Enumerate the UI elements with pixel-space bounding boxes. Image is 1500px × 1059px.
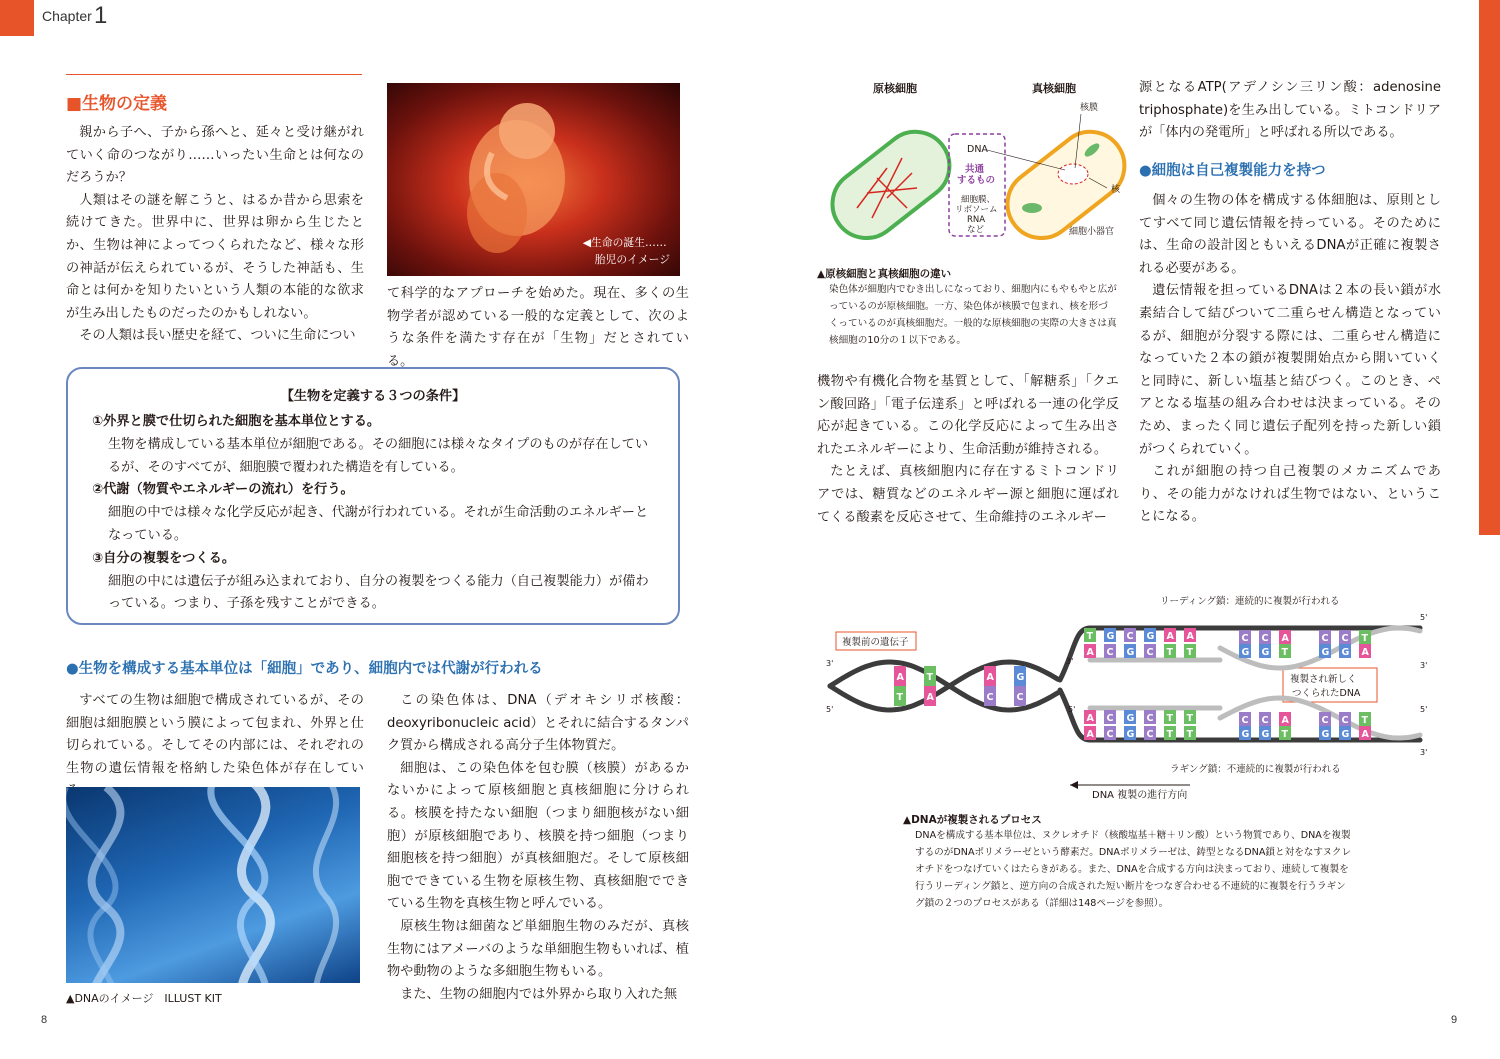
new-base-top-letter: T [1186, 647, 1193, 658]
page-number-left: 8 [41, 1014, 48, 1026]
dna-image [66, 787, 360, 983]
replicated-base-bottom-letter: C [1341, 715, 1349, 726]
cell-text-col2 [387, 690, 689, 1006]
template-base-top-letter: T [1086, 631, 1093, 642]
strand-end-label: 3' [826, 659, 834, 668]
base-pair-left-letter: C [986, 692, 994, 703]
new-base-top-letter: C [1146, 647, 1154, 658]
new-dna-label: 複製され新しく [1290, 674, 1357, 685]
direction-arrowhead [1070, 781, 1078, 789]
lagging-strand-label: ラギング鎖：不連続的に複製が行われる [1170, 764, 1341, 775]
replicated-base-top-letter: T [1361, 633, 1368, 644]
intro-paragraph: その人類は長い歴史を経て、ついに生命につい [79, 328, 356, 344]
template-base-bottom-letter: C [1146, 713, 1154, 724]
replicated-base-top-pair-letter: G [1261, 647, 1270, 658]
prokaryote-cell [819, 118, 963, 252]
base-pair-left-letter: G [1016, 672, 1025, 683]
intro-continued [387, 283, 689, 373]
replicated-base-bottom-letter: C [1261, 715, 1269, 726]
cell-paragraph: また、生物の細胞内では外界から取り入れた無 [400, 986, 678, 1002]
condition-label: ①外界と膜で仕切られた細胞を基本単位とする。 [92, 414, 381, 429]
atp-text [1139, 77, 1441, 145]
cell-paragraph: この染色体は、DNA（デオキシリボ核酸：deoxyribonucleic acid）とそれに結合するタンパク質から構成される高分子生体物質だ。 [387, 693, 689, 754]
replicated-base-top-pair-letter: A [1361, 647, 1369, 658]
replication-paragraph: 遺伝情報を担っているDNAは２本の長い鎖が水素結合して結びついて二重らせん構造となっているが、細胞が分裂する際には、二重らせん構造になっていた２本の鎖が複製開始点から開いていくと同時に、新しい塩基と結びつく。このとき、ペアとなる塩基の組み合わせは決まっている。そのため、まったく同じ遺伝子配列を持った新しい鎖がつくられていく。 [1139, 283, 1441, 457]
new-base-top-letter: G [1126, 647, 1135, 658]
prokaryote-label: 原核細胞 [873, 82, 917, 95]
section-heading-cell: ●生物を構成する基本単位は「細胞」であり、細胞内では代謝が行われる [66, 661, 543, 677]
nucleus-label: 核 [1111, 185, 1121, 195]
new-base-top-letter: C [1106, 647, 1114, 658]
template-base-top-letter: G [1146, 631, 1155, 642]
template-base-top-letter: A [1186, 631, 1194, 642]
strand-end-label: 3' [1066, 657, 1074, 666]
replicated-base-top-pair-letter: T [1281, 647, 1288, 658]
cell-figure-caption [817, 266, 1117, 349]
cell-paragraph: 原核生物は細菌など単細胞生物のみだが、真核生物にはアメーバのような単細胞生物もいれば、植物や動物のような多細胞生物もいる。 [387, 918, 689, 980]
base-pair-left-letter: C [1016, 692, 1024, 703]
new-dna-label: つくられたDNA [1292, 688, 1361, 699]
section-heading-definition: ■生物の定義 [66, 94, 168, 114]
metabolism-text [817, 371, 1119, 529]
replicated-base-top-letter: C [1341, 633, 1349, 644]
condition-label: ②代謝（物質やエネルギーの流れ）を行う。 [92, 482, 354, 498]
replicated-base-top-letter: A [1281, 633, 1289, 644]
replicated-base-bottom-pair-letter: T [1281, 729, 1288, 740]
definition-box-body [92, 411, 658, 616]
strand-end-label: 5' [826, 705, 834, 714]
others-label: リボソーム [955, 205, 998, 215]
base-pair-left-letter: A [926, 692, 934, 703]
strand-end-label: 5' [1068, 705, 1076, 714]
replicated-base-top-pair-letter: G [1341, 647, 1350, 658]
replicated-base-bottom-pair-letter: G [1241, 729, 1250, 740]
chapter-label: Chapter [42, 8, 92, 24]
leading-strand-label: リーディング鎖：連続的に複製が行われる [1160, 596, 1340, 607]
replicated-base-top-pair-letter: G [1241, 647, 1250, 658]
replicated-base-bottom-letter: C [1241, 715, 1249, 726]
template-base-bottom-letter: G [1126, 713, 1135, 724]
replicated-base-bottom-letter: T [1361, 715, 1368, 726]
new-base-bottom-letter: C [1106, 729, 1114, 740]
replicated-base-bottom-letter: A [1281, 715, 1289, 726]
template-base-bottom-letter: A [1086, 713, 1094, 724]
intro-paragraph: 人類はその謎を解こうと、はるか昔から思索を続けてきた。世界中に、世界は卵から生じたとか、生物は神によってつくられたなど、様々な形の神話が伝えられているが、そうした神話も、生命とは何かを知りたいという人類の本能的な欲求が生み出したものだったのかもしれない。 [66, 192, 364, 321]
cell-paragraph: 細胞は、この染色体を包む膜（核膜）があるかないかによって原核細胞と真核細胞に分けられる。核膜を持たない細胞（つまり細胞核がない細胞）が原核細胞であり、核膜を持つ細胞（つまり細胞核を持つ細胞）が真核細胞だ。そして原核細胞でできている生物を原核生物、真核細胞でできている生物を真核生物と呼んでいる。 [387, 760, 689, 912]
cell-paragraph: すべての生物は細胞で構成されているが、その細胞は細胞膜という膜によって包まれ、外界と仕切られている。そしてその内部には、それぞれの生物の遺伝情報を格納した染色体が存在してい [66, 693, 364, 776]
atp-paragraph: 源となるATP(アデノシン三リン酸：adenosine triphosphate)を生み出している。ミトコンドリアが「体内の発電所」と呼ばれる所以である。 [1139, 80, 1441, 141]
replicated-base-bottom-pair-letter: G [1341, 729, 1350, 740]
replicated-base-bottom-pair-letter: G [1261, 729, 1270, 740]
common-label: するもの [957, 175, 996, 186]
dna-image-caption: ▲DNAのイメージ ILLUST KIT [66, 992, 222, 1005]
intro-text [66, 122, 364, 348]
replication-caption-title: ▲DNAが複製されるプロセス [903, 814, 1042, 826]
fetus-caption-line: ◀生命の誕生…… [582, 236, 667, 249]
organelle-shape [1022, 203, 1042, 213]
condition-description: 細胞の中では様々な化学反応が起き、代謝が行われている。それが生命活動のエネルギーとなっている。 [108, 505, 649, 543]
replicated-base-bottom-letter: C [1321, 715, 1329, 726]
others-label: RNA [967, 215, 986, 225]
others-label: 細胞膜、 [961, 195, 996, 205]
condition-description: 生物を構成している基本単位が細胞である。その細胞には様々なタイプのものが存在しているが、そのすべてが、細胞膜で覆われた構造を有している。 [108, 436, 649, 475]
dna-helix-illustration [66, 787, 360, 983]
template-base-bottom-letter: T [1186, 713, 1193, 724]
dna-replication-diagram [820, 590, 1440, 805]
others-label: など [967, 225, 985, 235]
new-base-bottom-letter: T [1186, 729, 1193, 740]
replication-caption-body: DNAを構成する基本単位は、ヌクレオチド（核酸塩基＋糖＋リン酸）という物質であり、DNAを複製するのがDNAポリメラーゼという酵素だ。DNAポリメラーゼは、鋳型となるDNA鎖と対をなすヌクレオチドをつなげていくはたらきがある。また、DNAを合成する方向は決まっており、連続して複製を行うリーディング鎖と、逆方向の合成された短い断片をつなぎ合わせる不連続的に複製を行うラギング鎖の２つのプロセスがある（詳細は148ページを参照）。 [915, 830, 1352, 909]
new-base-bottom-letter: A [1086, 729, 1094, 740]
fetus-image [387, 83, 680, 276]
replicated-base-bottom-pair-letter: G [1321, 729, 1330, 740]
chapter-tab [0, 0, 34, 36]
metabolism-paragraph: 機物や有機化合物を基質として、「解糖系」「クエン酸回路」「電子伝達系」と呼ばれる一連の化学反応が起きている。この化学反応によって生み出されたエネルギーにより、生命活動が維持される。 [817, 374, 1119, 457]
chapter-number: 1 [94, 2, 108, 29]
replicated-base-bottom-pair-letter: A [1361, 729, 1369, 740]
base-pair-left-letter: T [926, 672, 933, 683]
replicated-base-top-pair-letter: G [1321, 647, 1330, 658]
dna-label: DNA [967, 144, 988, 155]
page-number-right: 9 [1451, 1014, 1458, 1026]
new-base-bottom-letter: C [1146, 729, 1154, 740]
right-edge-tab [1479, 0, 1500, 535]
base-pair-left-letter: T [896, 692, 903, 703]
organelle-label: 細胞小器官 [1069, 227, 1115, 237]
replicated-base-top-letter: C [1261, 633, 1269, 644]
definition-box [66, 367, 680, 625]
fetus-caption [583, 234, 670, 268]
metabolism-paragraph: たとえば、真核細胞内に存在するミトコンドリアでは、糖質などのエネルギー源と細胞に運ばれてくる酸素を反応させて、生命維持のエネルギー [817, 464, 1119, 525]
replication-paragraph: 個々の生物の体を構成する体細胞は、原則としてすべて同じ遺伝情報を持っている。そのためには、生命の設計図ともいえるDNAが正確に複製される必要がある。 [1139, 193, 1441, 276]
replication-figure-caption [903, 812, 1353, 912]
replicated-base-top-letter: C [1321, 633, 1329, 644]
before-gene-label: 複製前の遺伝子 [842, 637, 909, 648]
strand-end-label: 3' [1420, 748, 1428, 757]
new-base-bottom-letter: G [1126, 729, 1135, 740]
cell-figure-caption-body: 染色体が細胞内でむき出しになっており、細胞内にもやもやと広がっているのが原核細胞。一方、染色体が核膜で包まれ、核を形づくっているのが真核細胞だ。一般的な原核細胞の実際の大きさは真核細胞の10分の１以下である。 [829, 284, 1117, 346]
template-base-top-letter: C [1126, 631, 1134, 642]
section-rule [66, 74, 362, 75]
common-label: 共通 [965, 164, 985, 175]
section-heading-replication: ●細胞は自己複製能力を持つ [1139, 163, 1326, 179]
intro-paragraph: 親から子へ、子から孫へと、延々と受け継がれていく命のつながり……いったい生命とは何なのだろうか？ [66, 125, 364, 186]
template-base-top-letter: G [1106, 631, 1115, 642]
nuclear-membrane-label: 核膜 [1080, 103, 1099, 113]
direction-label: DNA 複製の進行方向 [1092, 790, 1188, 801]
replicated-base-top-letter: C [1241, 633, 1249, 644]
new-base-top-letter: T [1166, 647, 1173, 658]
definition-box-title: 【生物を定義する３つの条件】 [280, 389, 466, 404]
strand-end-label: 3' [1420, 661, 1428, 670]
template-base-bottom-letter: T [1166, 713, 1173, 724]
new-base-bottom-letter: T [1166, 729, 1173, 740]
template-base-bottom-letter: C [1106, 713, 1114, 724]
template-base-top-letter: A [1166, 631, 1174, 642]
new-base-top-letter: A [1086, 647, 1094, 658]
replication-text [1139, 190, 1441, 529]
strand-end-label: 5' [1420, 613, 1428, 622]
condition-description: 細胞の中には遺伝子が組み込まれており、自分の複製をつくる能力（自己複製能力）が備わっている。つまり、子孫を残すことができる。 [108, 573, 649, 612]
fetus-caption-line: 胎児のイメージ [594, 253, 670, 266]
eukaryote-label: 真核細胞 [1032, 82, 1076, 95]
nucleus [1058, 164, 1088, 184]
cell-figure-caption-title: ▲原核細胞と真核細胞の違い [817, 268, 952, 280]
base-pair-left-letter: A [896, 672, 904, 683]
base-pair-left-letter: A [986, 672, 994, 683]
strand-end-label: 5' [1420, 705, 1428, 714]
condition-label: ③自分の複製をつくる。 [92, 550, 236, 566]
cell-comparison-diagram [817, 78, 1133, 264]
intro-continued-paragraph: て科学的なアプローチを始めた。現在、多くの生物学者が認めている一般的な定義として、次のような条件を満たす存在が「生物」だとされている。 [387, 286, 689, 369]
replication-paragraph: これが細胞の持つ自己複製のメカニズムであり、その能力がなければ生物ではない、ということになる。 [1139, 464, 1441, 525]
